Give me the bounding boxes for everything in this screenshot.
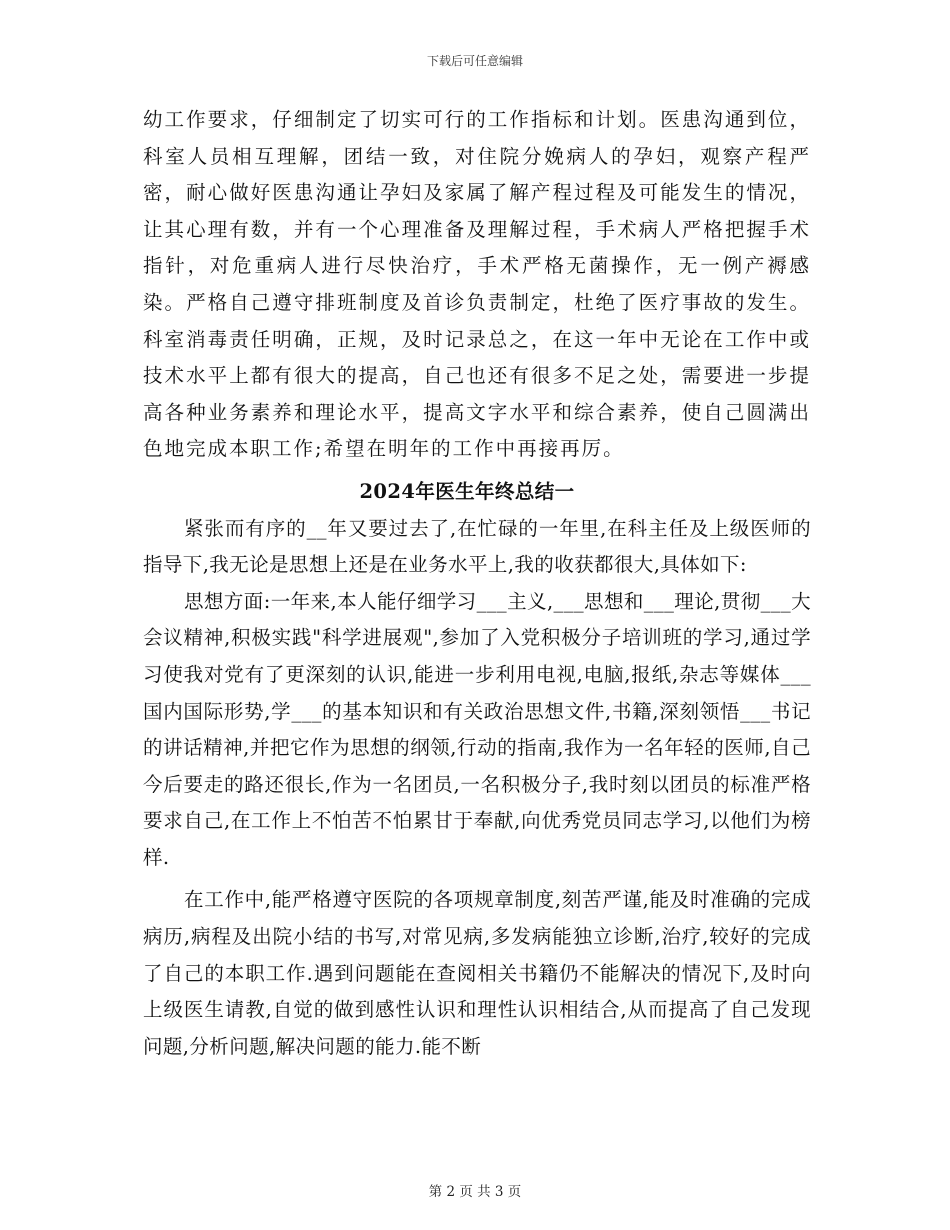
document-body	[143, 102, 811, 1065]
page-header: 下载后可任意编辑	[426, 54, 523, 68]
page-footer: 第 2 页 共 3 页	[428, 1184, 522, 1200]
section-title: 2024年医生年终总结一	[359, 479, 575, 503]
paragraph-continued: 幼工作要求，仔细制定了切实可行的工作指标和计划。医患沟通到位，科室人员相互理解，团结一致，对住院分娩病人的孕妇，观察产程严密，耐心做好医患沟通让孕妇及家属了解产程过程及可能发生的情况，让其心理有数，并有一个心理准备及理解过程，手术病人严格把握手术指针，对危重病人进行尽快治疗，手术严格无菌操作，无一例产褥感染。严格自己遵守排班制度及首诊负责制定，杜绝了医疗事故的发生。科室消毒责任明确，正规，及时记录总之，在这一年中无论在工作中或技术水平上都有很大的提高，自己也还有很多不足之处，需要进一步提高各种业务素养和理论水平，提高文字水平和综合素养，使自己圆满出色地完成本职工作;希望在明年的工作中再接再厉。	[143, 108, 811, 461]
paragraph-thought: 思想方面:一年来,本人能仔细学习___主义,___思想和___理论,贯彻___大会议精神,积极实践"科学进展观",参加了入党积极分子培训班的学习,通过学习使我对党有了更深刻的认识,能进一步利用电视,电脑,报纸,杂志等媒体___国内国际形势,学___的基本知识和有关政治思想文件,书籍,深刻领悟___书记的讲话精神,并把它作为思想的纲领,行动的指南,我作为一名年轻的医师,自己今后要走的路还很长,作为一名团员,一名积极分子,我时刻以团员的标准严格要求自己,在工作上不怕苦不怕累甘于奉献,向优秀党员同志学习,以他们为榜样.	[143, 589, 811, 869]
paragraph-intro: 紧张而有序的__年又要过去了,在忙碌的一年里,在科主任及上级医师的指导下,我无论是思想上还是在业务水平上,我的收获都很大,具体如下:	[143, 516, 811, 577]
paragraph-work: 在工作中,能严格遵守医院的各项规章制度,刻苦严谨,能及时准确的完成病历,病程及出院小结的书写,对常见病,多发病能独立诊断,治疗,较好的完成了自己的本职工作.遇到问题能在查阅相关书籍仍不能解决的情况下,及时向上级医生请教,自觉的做到感性认识和理性认识相结合,从而提高了自己发现问题,分析问题,解决问题的能力.能不断	[143, 888, 811, 1058]
